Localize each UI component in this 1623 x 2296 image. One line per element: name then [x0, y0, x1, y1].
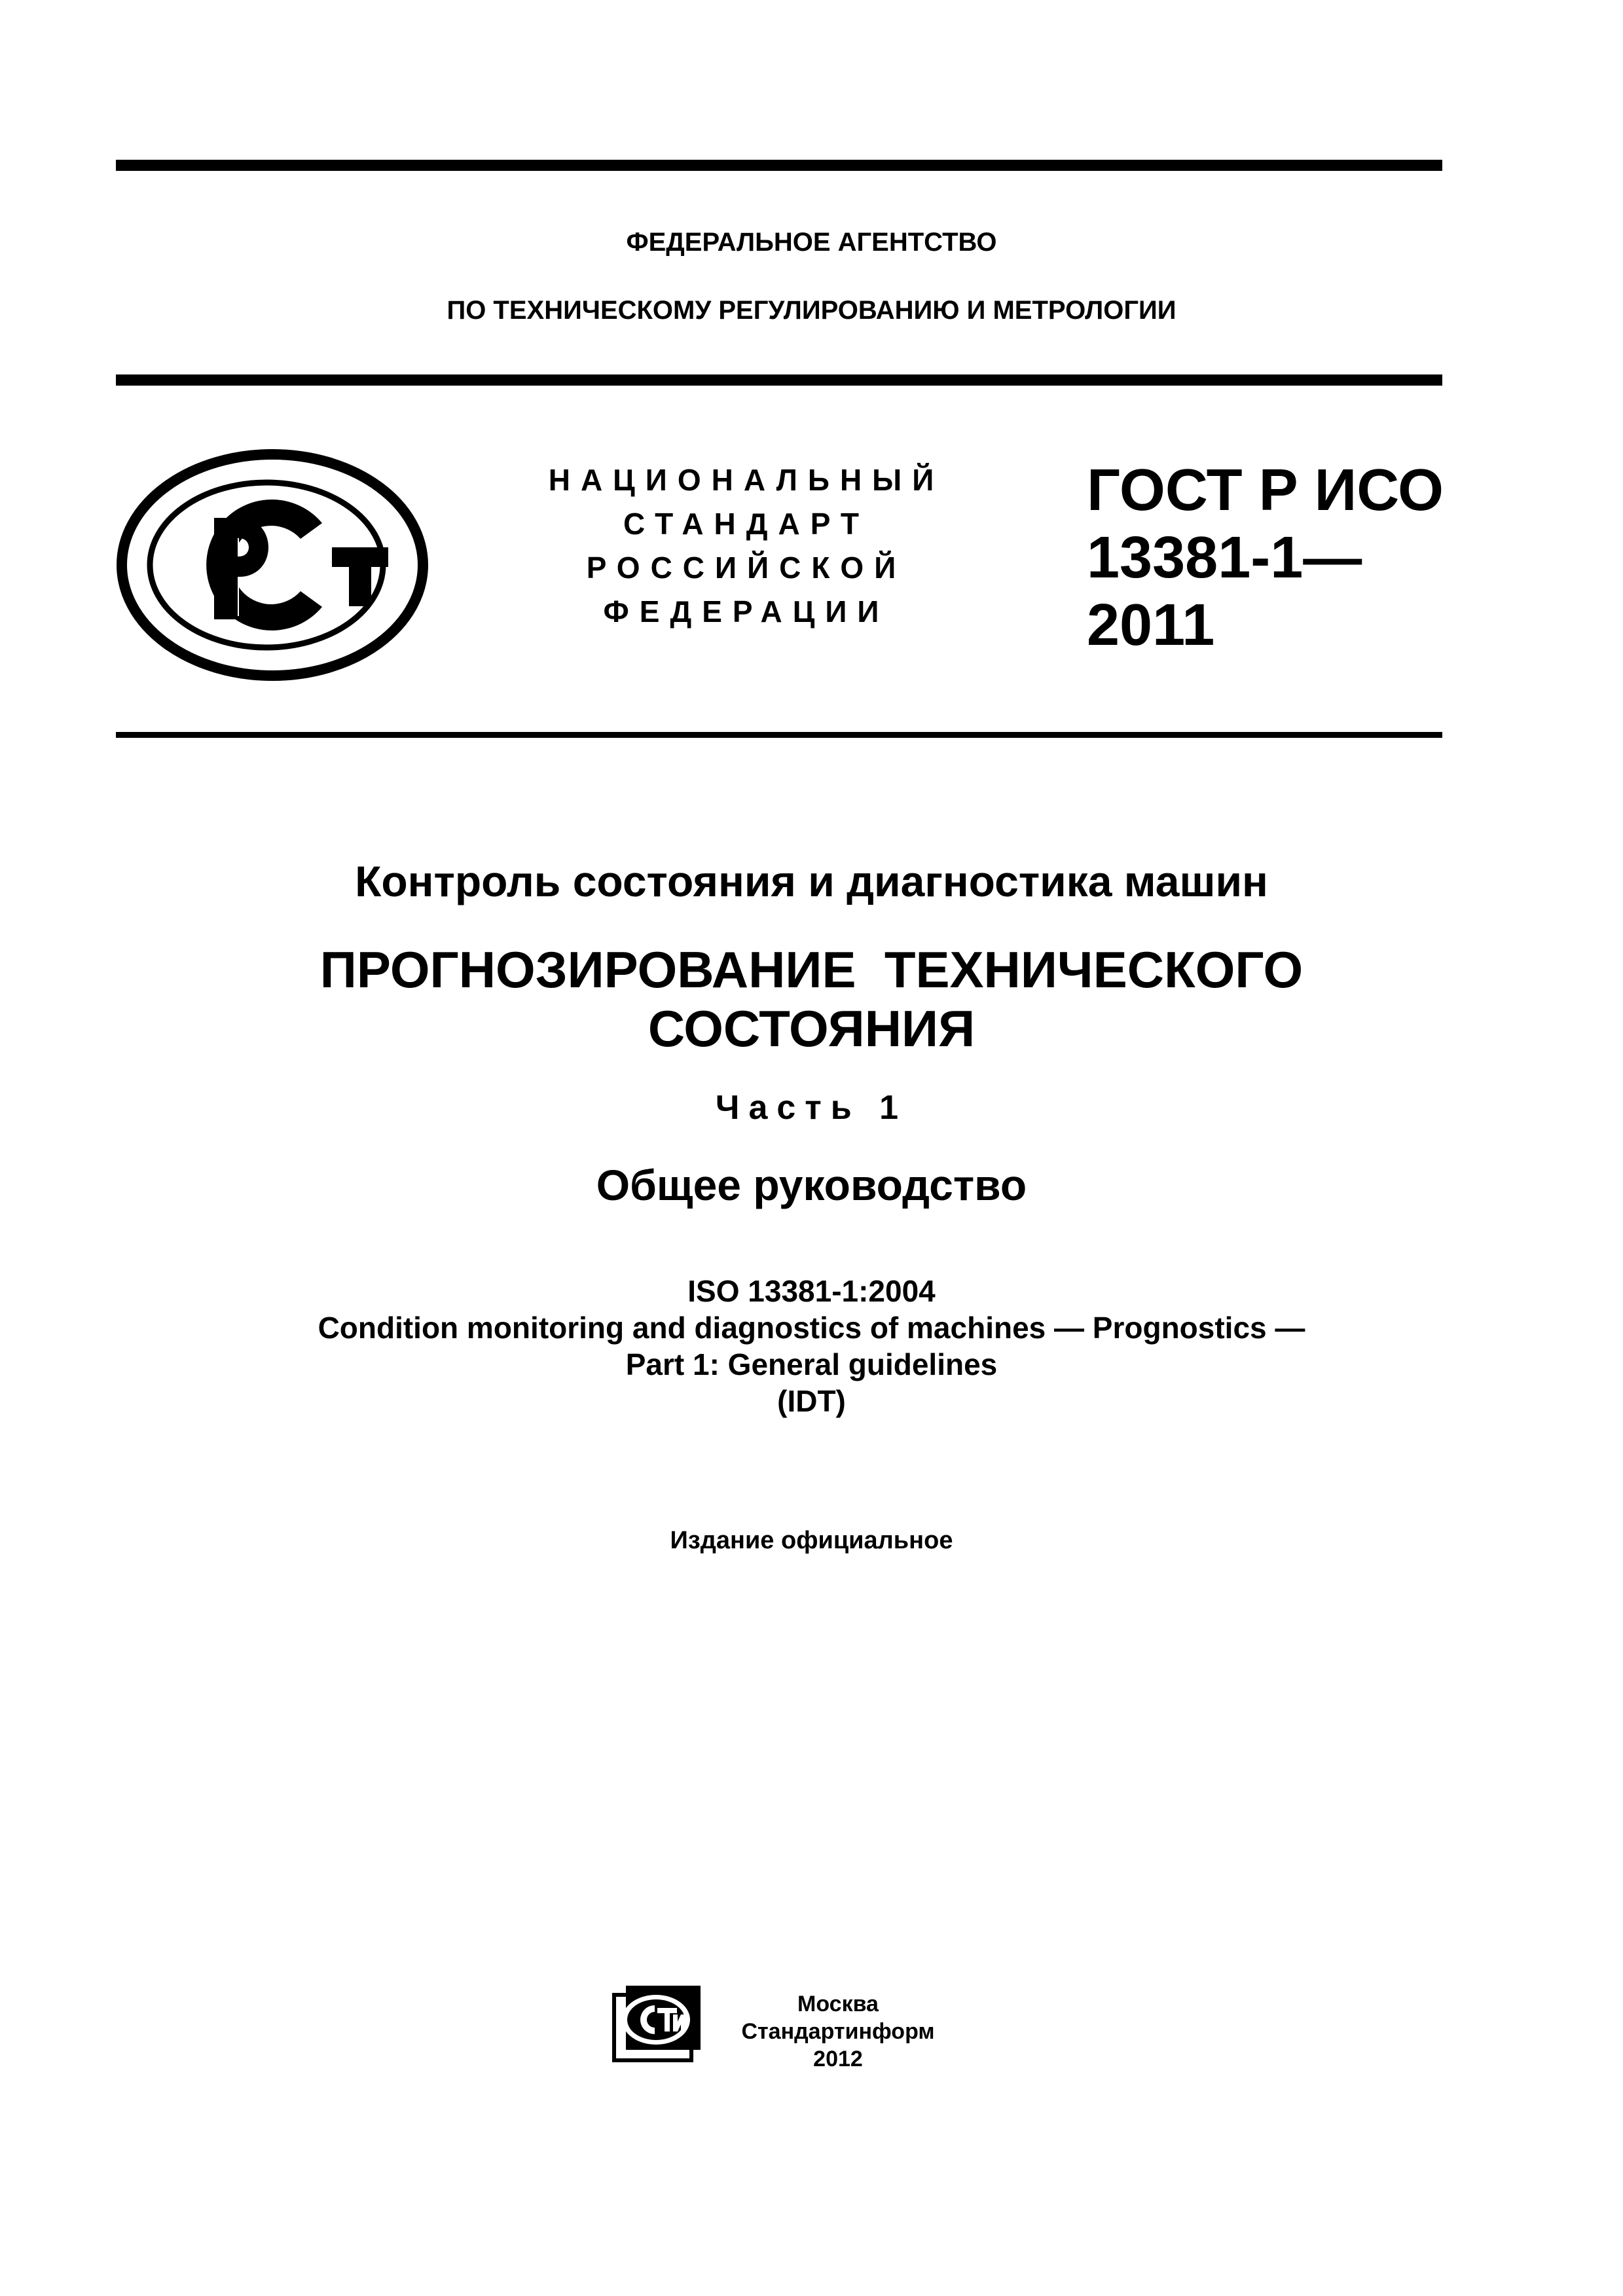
top-rule [116, 160, 1442, 171]
national-standard-label [511, 458, 982, 634]
publisher-year: 2012 [813, 2047, 863, 2071]
national-standard-line-4: ФЕДЕРАЦИИ [603, 594, 890, 629]
document-subtitle: Контроль состояния и диагностика машин [355, 857, 1268, 905]
iso-line-1: ISO 13381-1:2004 [687, 1274, 936, 1308]
designation-line-1: ГОСТ Р ИСО [1087, 458, 1444, 523]
edition-label: Издание официальное [670, 1527, 953, 1554]
agency-line-2: ПО ТЕХНИЧЕСКОМУ РЕГУЛИРОВАНИЮ И МЕТРОЛОГИИ [447, 296, 1176, 325]
national-standard-line-1: НАЦИОНАЛЬНЫЙ [548, 463, 945, 497]
document-title-line-1: ПРОГНОЗИРОВАНИЕ ТЕХНИЧЕСКОГО [319, 941, 1304, 998]
iso-line-2: Condition monitoring and diagnostics of machines — Prognostics — [318, 1311, 1305, 1345]
document-title-line-2: СОСТОЯНИЯ [647, 1000, 976, 1057]
publisher-block [727, 1990, 949, 2073]
iso-line-3: Part 1: General guidelines [625, 1347, 998, 1381]
document-title [0, 940, 1623, 1058]
publisher-name: Стандартинформ [741, 2019, 935, 2044]
national-standard-line-2: СТАНДАРТ [623, 507, 869, 541]
publisher-city: Москва [797, 1992, 879, 2016]
designation-line-2: 13381-1— [1087, 525, 1362, 591]
sti-emblem-icon [609, 1980, 707, 2066]
bottom-rule [116, 732, 1442, 738]
iso-reference [0, 1273, 1623, 1419]
agency-line-1: ФЕДЕРАЛЬНОЕ АГЕНТСТВО [626, 228, 997, 257]
standard-designation [1087, 457, 1444, 659]
document-part-title: Общее руководство [596, 1161, 1027, 1209]
national-standard-line-3: РОССИЙСКОЙ [586, 551, 907, 585]
iso-line-4: (IDT) [777, 1384, 846, 1418]
document-part: Часть 1 [715, 1089, 908, 1127]
middle-rule [116, 374, 1442, 386]
designation-line-3: 2011 [1087, 592, 1215, 658]
rst-emblem-icon [116, 449, 429, 681]
